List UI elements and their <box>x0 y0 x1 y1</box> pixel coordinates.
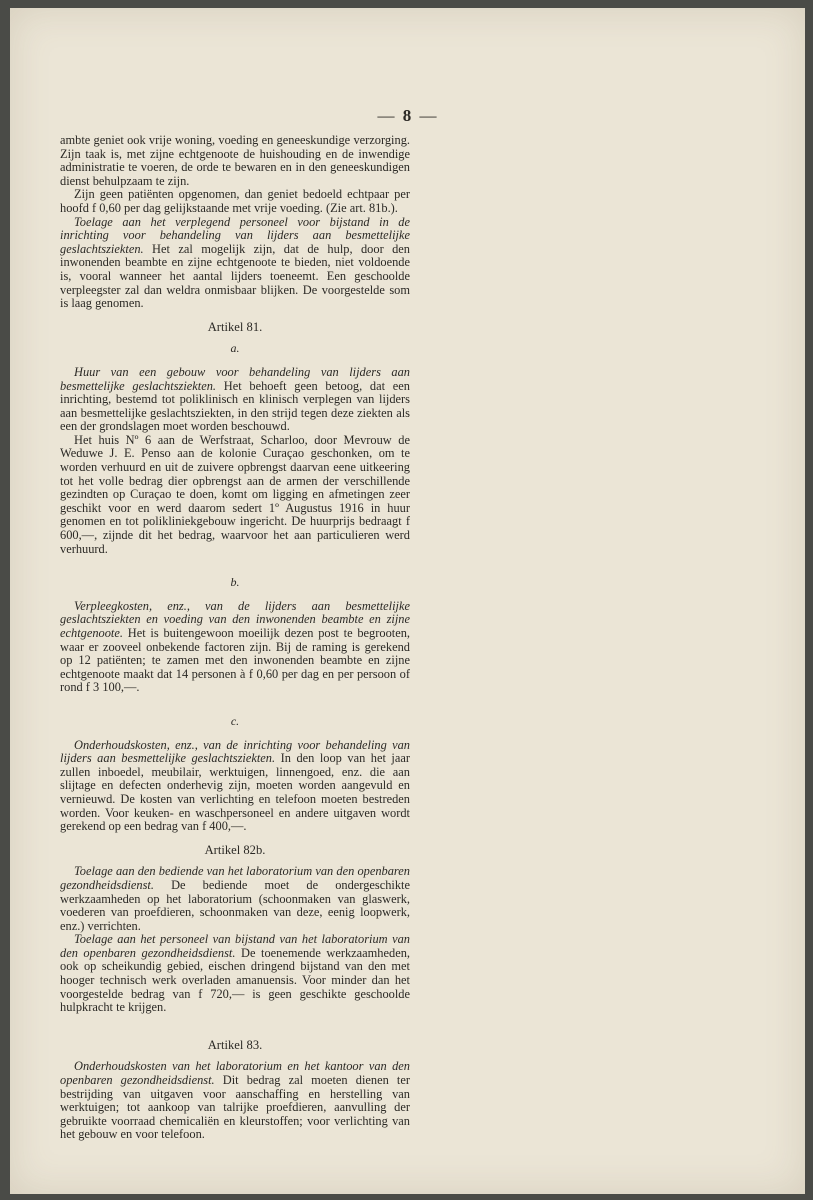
subsection-label: a. <box>230 341 240 356</box>
paragraph-italic-title: Onderhoudskosten, enz., van de inrichting voor behandeling van lijders aan besmettelijke geslachtsziekten. <box>60 737 410 766</box>
paragraph-text: De toenemende werkzaamheden, ook op scheikundig gebied, eischen dringend bijstand van den met hooger technisch werk overladen amanuensis. Voor minder dan het voorgestelde bedrag van f 720,— is geen geschikte geschoolde hulpkracht te krijgen. <box>60 945 410 1015</box>
paragraph-text: Het is buitengewoon moeilijk dezen post te begrooten, waar er zooveel onbekende factoren zijn. Bij de raming is gerekend op 12 patiënten; te zamen met den inwonenden beambte en zijne echtgenoote maakt dat 14 personen à f 0,60 per dag en per persoon of rond f 3 100,—. <box>60 626 410 695</box>
article-heading: Artikel 82b. <box>204 842 266 857</box>
article-heading: Artikel 83. <box>207 1037 263 1052</box>
paragraph <box>60 865 410 933</box>
paragraph-text: Zijn geen patiënten opgenomen, dan geniet bedoeld echtpaar per hoofd f 0,60 per dag gelijkstaande met vrije voeding. (Zie art. 81b.). <box>60 187 410 215</box>
paragraph-italic-title: Verpleegkosten, enz., van de lijders aan besmettelijke geslachtsziekten en voeding van den inwonenden beambte en zijne echtgenoote. <box>60 598 410 640</box>
paragraph-text: Het huis Nº 6 aan de Werfstraat, Scharloo, door Mevrouw de Weduwe J. E. Penso aan de kolonie Curaçao geschonken, om te worden verhuurd en uit de zuivere opbrengst daarvan eene uitkeering tot het volle bedrag dier opbrengst aan de armen der verschillende gezindten op Curaçao te doen, komt om ligging en afmetingen zeer geschikt voor en werd daarom sedert 1º Augustus 1916 in huur genomen en tot polikliniekgebouw ingericht. De huurprijs bedraagt f 600,—, zijnde dit het bedrag, waarvoor het aan particulieren werd verhuurd. <box>60 432 410 556</box>
paragraph <box>60 933 410 1015</box>
paragraph <box>60 600 410 695</box>
subsection-label: b. <box>230 575 240 590</box>
paragraph <box>60 216 410 311</box>
paragraph-italic-title: Toelage aan het verplegend personeel voor bijstand in de inrichting voor behandeling van lijders aan besmettelijke geslachtsziekten. <box>60 214 410 256</box>
page-number-value: 8 <box>402 106 413 125</box>
article-heading: Artikel 81. <box>207 319 263 334</box>
paragraph <box>60 739 410 834</box>
document-page <box>10 8 805 1194</box>
paragraph-text: In den loop van het jaar zullen inboedel, meubilair, werktuigen, linnengoed, enz. die aan slijtage en defecten onderhevig zijn, moeten worden aangevuld en vernieuwd. De kosten van verlichting en telefoon moeten bestreden worden. Voor keuken- en waschpersoneel en andere uitgaven wordt gerekend op een bedrag van f 400,—. <box>60 751 411 834</box>
paragraph-text: ambte geniet ook vrije woning, voeding en geneeskundige verzorging. Zijn taak is, met zijne echtgenoote de huishouding en de inwendige administratie te voeren, de orde te bewaren en in den geneeskundigen dienst behulpzaam te zijn. <box>60 133 410 188</box>
paragraph <box>60 188 410 215</box>
paragraph-text: Dit bedrag zal moeten dienen ter bestrijding van uitgaven voor aanschaffing en herstelling van werktuigen; tot aankoop van talrijke proefdieren, aanvulling der gebruikte voorraad chemicaliën en kleurstoffen; voor verlichting van het gebouw en voor telefoon. <box>60 1073 410 1142</box>
document-body <box>60 134 410 1142</box>
paragraph <box>60 434 410 556</box>
page-number: — 8 — <box>377 106 438 125</box>
paragraph-italic-title: Toelage aan het personeel van bijstand van het laboratorium van den openbaren gezondheidsdienst. <box>60 932 410 960</box>
paragraph <box>60 134 410 188</box>
paragraph-text: De bediende moet de ondergeschikte werkzaamheden op het laboratorium (schoonmaken van glaswerk, voederen van proefdieren, schoonmaken van deze, eenig loopwerk, enz.) verrichten. <box>60 877 410 933</box>
paragraph <box>60 366 410 434</box>
paragraph-italic-title: Toelage aan den bediende van het laboratorium van den openbaren gezondheidsdienst. <box>60 864 410 892</box>
paragraph-italic-title: Huur van een gebouw voor behandeling van lijders aan besmettelijke geslachtsziekten. <box>60 364 410 393</box>
spacer <box>60 556 410 570</box>
subsection-label: c. <box>230 713 240 728</box>
spacer <box>60 1015 410 1029</box>
paragraph-italic-title: Onderhoudskosten van het laboratorium en het kantoor van den openbaren gezondheidsdienst. <box>60 1059 410 1088</box>
paragraph-text: Het zal mogelijk zijn, dat de hulp, door den inwonenden beambte en zijne echtgenoote te bieden, niet voldoende is, vooral wanneer het aantal lijders toeneemt. Een geschoolde verpleegster zal dan weldra onmisbaar blijken. De voorgestelde som is laag genomen. <box>60 241 410 311</box>
paragraph-text: Het behoeft geen betoog, dat een inrichting, bestemd tot poliklinisch en klinisch verplegen van lijders aan besmettelijke geslachtsziekten, in den strijd tegen deze ziekten als een der grondslagen moet worden beschouwd. <box>60 378 410 434</box>
paragraph <box>60 1060 410 1142</box>
spacer <box>60 695 410 709</box>
